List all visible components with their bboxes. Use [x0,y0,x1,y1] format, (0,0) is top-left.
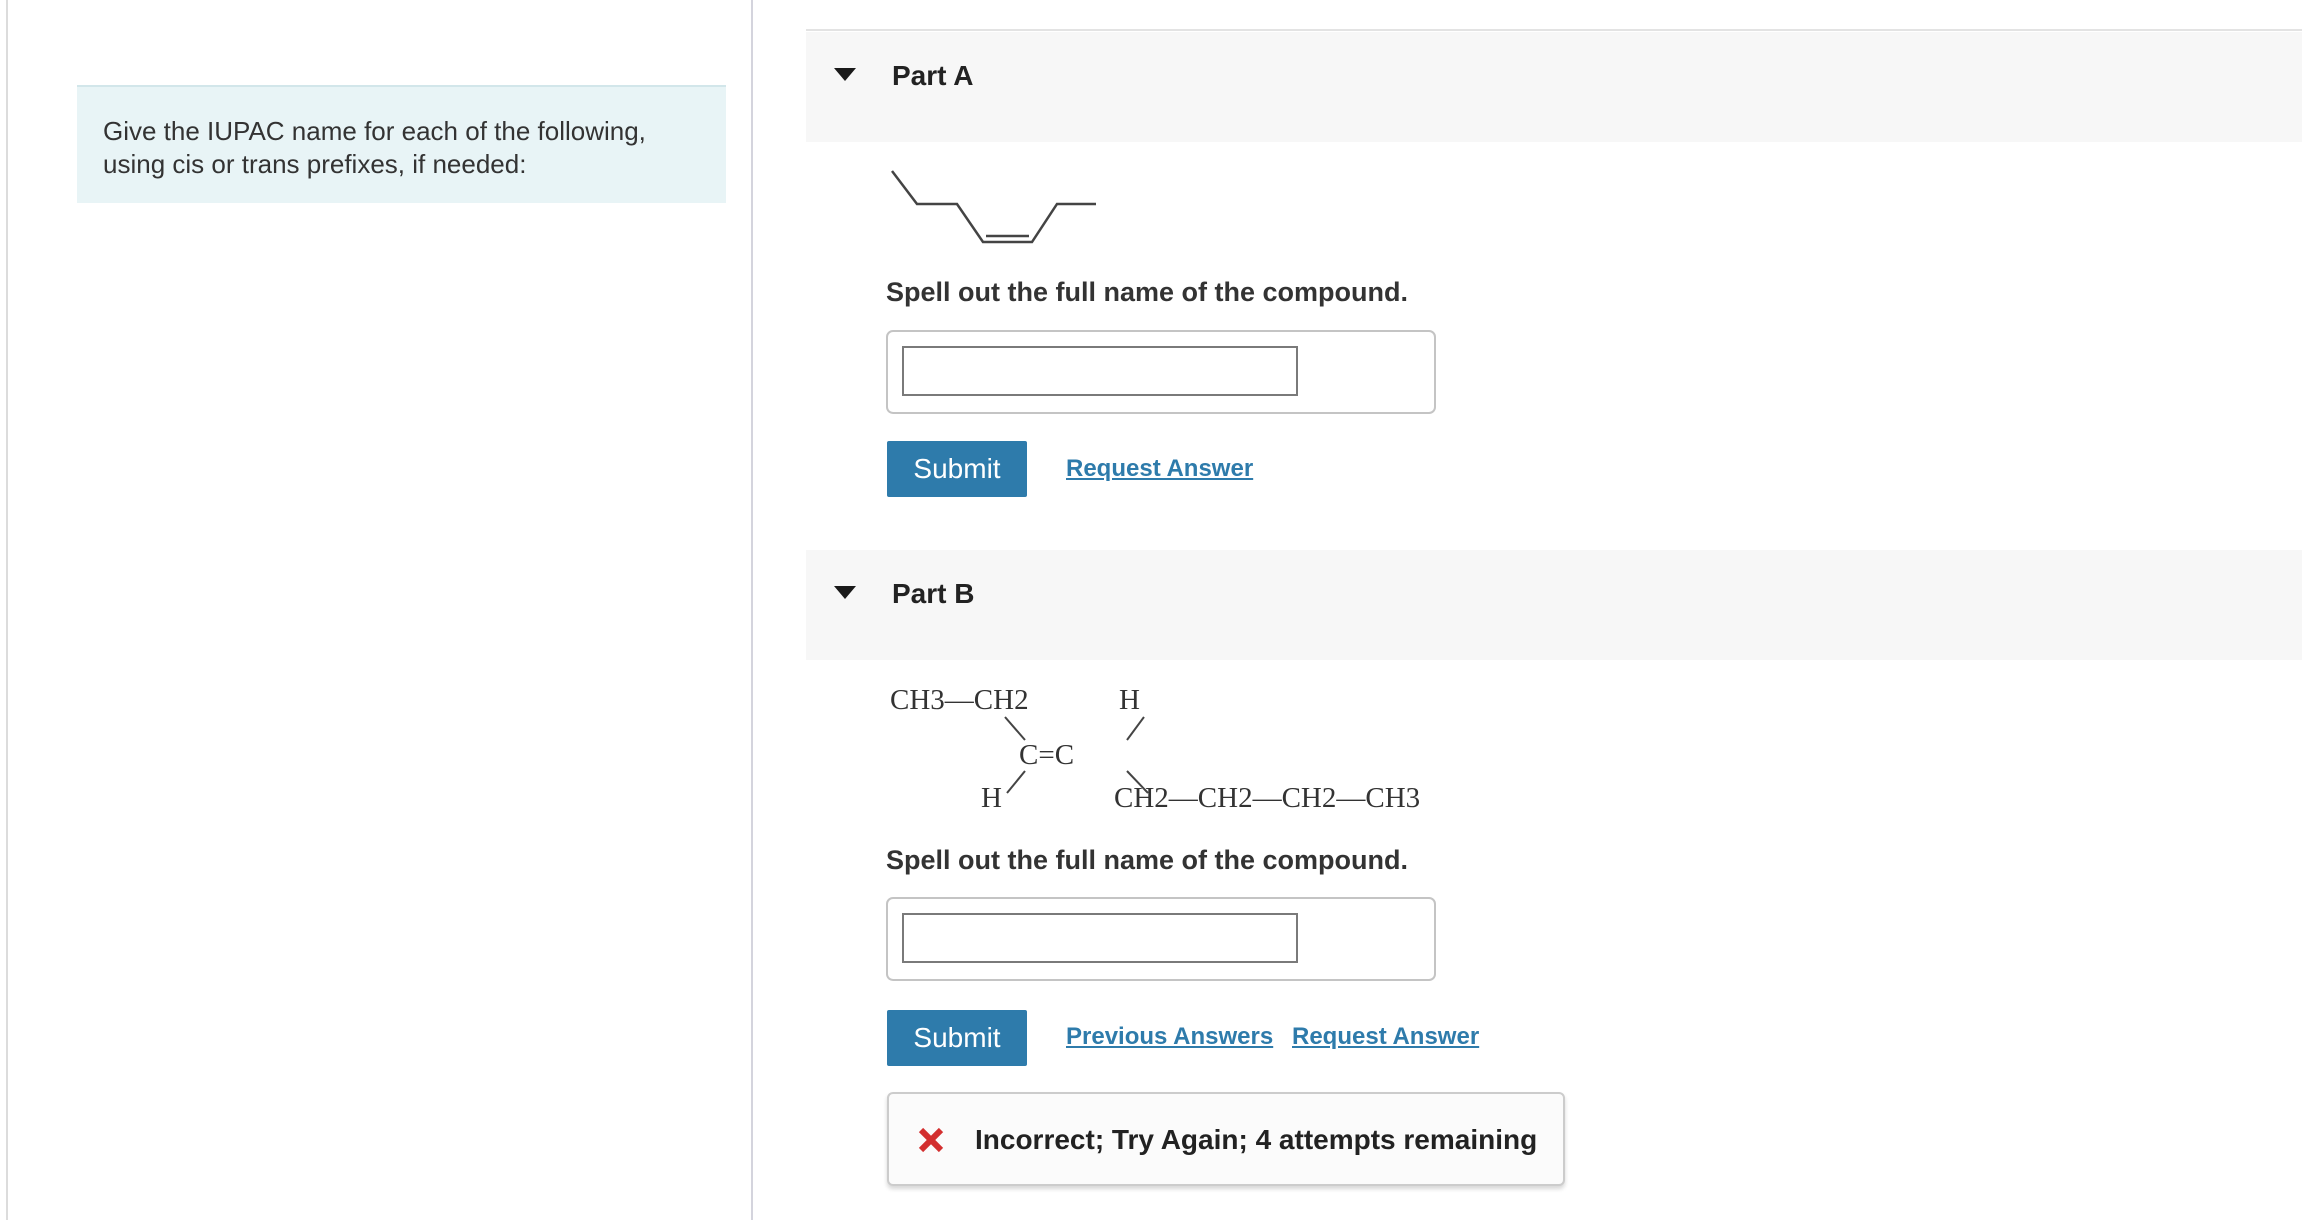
part-b-request-answer-link[interactable]: Request Answer [1292,1023,1480,1050]
part-b-previous-answers-link[interactable]: Previous Answers [1066,1023,1274,1050]
structure-butyl-chain-label: CH2—CH2—CH2—CH3 [1114,782,1421,814]
part-b-prompt: Spell out the full name of the compound. [886,845,1408,875]
structure-bottom-h-label: H [981,782,1002,814]
part-a-prompt: Spell out the full name of the compound. [886,277,1408,307]
x-icon [917,1126,945,1154]
structure-double-bond-label: C=C [1019,739,1075,771]
top-rule [806,29,2302,31]
structure-ch3-ch2-label: CH3—CH2 [890,684,1029,716]
feedback-text: Incorrect; Try Again; 4 attempts remaining [975,1124,1538,1155]
part-a-answer-frame [886,330,1436,414]
part-b-feedback-box [887,1092,1565,1186]
part-a-structure [886,160,1096,250]
structure-top-h-label: H [1119,684,1140,716]
part-a-header[interactable] [806,32,2302,142]
left-page-border [6,0,8,1220]
part-b-answer-input[interactable] [902,913,1298,963]
intro-instruction: Give the IUPAC name for each of the following, using cis or trans prefixes, if needed: [103,116,646,179]
part-b-submit-button[interactable]: Submit [887,1010,1027,1066]
part-b-structure [886,675,1466,825]
part-b-answer-frame [886,897,1436,981]
part-b-title: Part B [892,578,975,609]
caret-down-icon[interactable] [834,68,856,81]
part-a-submit-button[interactable]: Submit [887,441,1027,497]
part-a-request-answer-link[interactable]: Request Answer [1066,455,1254,482]
column-divider [751,0,753,1220]
caret-down-icon[interactable] [834,586,856,599]
part-a-title: Part A [892,60,974,91]
part-a-answer-input[interactable] [902,346,1298,396]
part-b-header[interactable] [806,550,2302,660]
intro-panel [77,85,726,203]
